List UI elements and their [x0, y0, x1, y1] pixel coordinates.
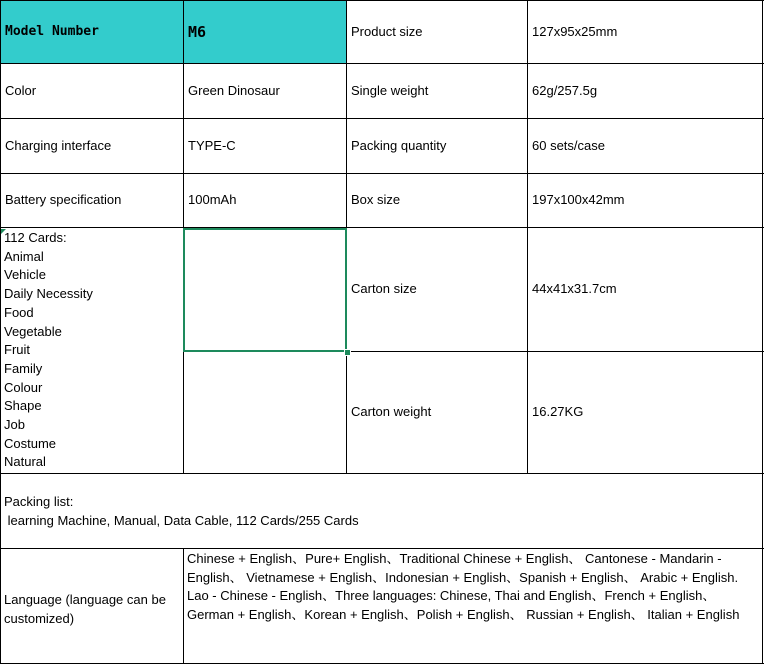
language-label[interactable]: Language (language can be customized): [4, 592, 166, 626]
grid-line: [0, 473, 764, 474]
grid-line: [0, 548, 764, 549]
product-size-value[interactable]: 127x95x25mm: [532, 23, 618, 39]
packing-list-content[interactable]: learning Machine, Manual, Data Cable, 112 Cards/255 Cards: [4, 513, 359, 528]
grid-line: [346, 351, 764, 352]
packing-quantity-value[interactable]: 60 sets/case: [532, 137, 605, 153]
cards-list-item: Animal: [4, 248, 44, 264]
comment-marker: [1, 229, 6, 234]
grid-line: [762, 0, 763, 664]
color-value[interactable]: Green Dinosaur: [188, 82, 280, 98]
packing-quantity-label[interactable]: Packing quantity: [351, 137, 447, 153]
grid-line: [0, 0, 1, 664]
battery-spec-value[interactable]: 100mAh: [188, 192, 237, 208]
cards-list-item: 112 Cards:: [4, 230, 67, 245]
language-value[interactable]: Chinese + English、Pure+ English、Traditional Chinese + English、 Cantonese - Mandarin - English、 Vietnamese + English、Indonesian + English、Spanish + English、 Arabic + English. Lao - Chinese - English、Three languages: Chinese, Thai and English、French + English、German + English、Korean + English、Polish + English、 Russian + English、 Italian + English: [187, 551, 740, 622]
charging-interface-label[interactable]: Charging interface: [5, 137, 112, 153]
cards-list-item: Shape: [4, 398, 42, 414]
packing-list-title[interactable]: Packing list:: [4, 494, 74, 509]
box-size-label[interactable]: Box size: [351, 192, 401, 208]
cards-list-item: Vegetable: [4, 323, 62, 339]
cards-list-item: Colour: [4, 379, 43, 395]
product-size-label[interactable]: Product size: [351, 23, 423, 39]
grid-line: [0, 63, 764, 64]
box-size-value[interactable]: 197x100x42mm: [532, 192, 625, 208]
color-label[interactable]: Color: [5, 82, 37, 98]
grid-line: [0, 173, 764, 174]
grid-line: [0, 227, 764, 228]
empty-cell-lower[interactable]: [184, 352, 346, 473]
single-weight-value[interactable]: 62g/257.5g: [532, 82, 598, 98]
grid-line: [527, 0, 528, 474]
carton-weight-value[interactable]: 16.27KG: [532, 404, 584, 420]
cards-list-item: Daily Necessity: [4, 286, 93, 302]
carton-size-label[interactable]: Carton size: [351, 281, 417, 297]
cards-list-item: Family: [4, 360, 43, 376]
single-weight-label[interactable]: Single weight: [351, 82, 429, 98]
charging-interface-value[interactable]: TYPE-C: [188, 137, 236, 153]
model-number-value[interactable]: M6: [184, 1, 346, 63]
cell-selection[interactable]: [183, 228, 347, 352]
cards-list-item: Food: [4, 304, 34, 320]
carton-weight-label[interactable]: Carton weight: [351, 404, 432, 420]
battery-spec-label[interactable]: Battery specification: [5, 192, 122, 208]
cards-list-item: Costume: [4, 435, 57, 451]
model-number-label[interactable]: Model Number: [1, 1, 183, 63]
fill-handle[interactable]: [344, 349, 351, 356]
cards-list[interactable]: [4, 229, 180, 472]
cards-list-item: Natural: [4, 454, 46, 470]
grid-line: [183, 548, 184, 664]
grid-line: [0, 0, 764, 1]
grid-line: [0, 118, 764, 119]
carton-size-value[interactable]: 44x41x31.7cm: [532, 281, 617, 297]
cards-list-item: Fruit: [4, 342, 30, 358]
cards-list-item: Job: [4, 417, 25, 433]
cards-list-item: Vehicle: [4, 267, 46, 283]
